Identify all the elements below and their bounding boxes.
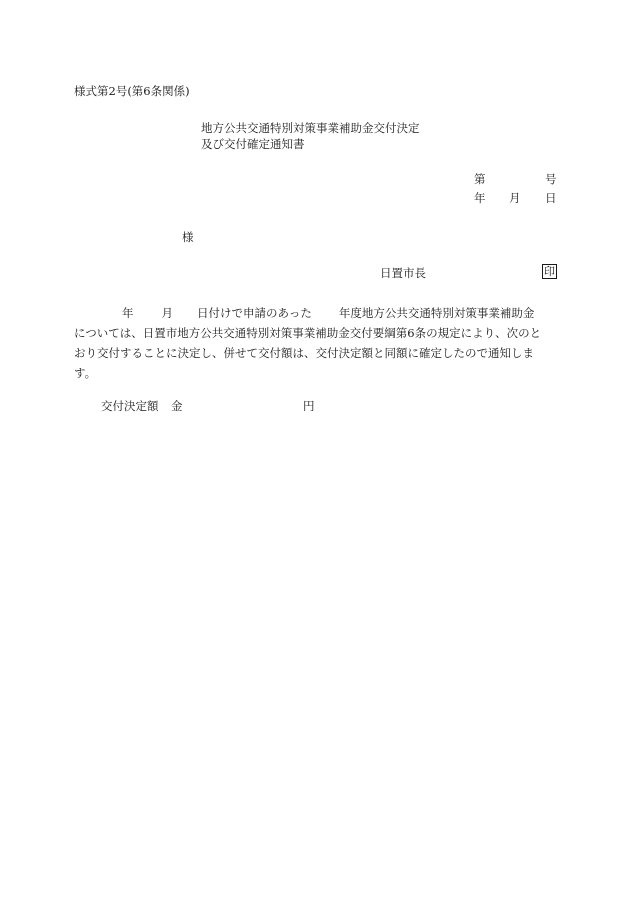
notice-body-line-2: については、日置市地方公共交通特別対策事業補助金交付要綱第6条の規定により、次のと [74, 326, 542, 340]
body-line-1-tail: 日付けで申請のあった [197, 306, 312, 320]
body-line-1-end: 年度地方公共交通特別対策事業補助金 [338, 306, 535, 320]
document-number-suffix: 号 [545, 172, 557, 186]
document-title-line-1: 地方公共交通特別対策事業補助金交付決定 [201, 121, 420, 135]
amount-label: 交付決定額 [101, 399, 159, 413]
date-month-label: 月 [509, 191, 521, 205]
body-month-label: 月 [161, 306, 173, 320]
document-number-prefix: 第 [474, 172, 486, 186]
amount-prefix: 金 [171, 399, 183, 413]
amount-suffix: 円 [303, 399, 315, 413]
issuer-name: 日置市長 [380, 266, 426, 280]
date-year-label: 年 [474, 191, 486, 205]
notice-body-line-4: す。 [74, 366, 97, 380]
notice-body [74, 303, 560, 383]
body-year-label: 年 [122, 306, 134, 320]
addressee-suffix: 様 [182, 230, 194, 244]
date-day-label: 日 [545, 191, 557, 205]
form-number: 様式第2号(第6条関係) [74, 84, 190, 98]
notice-body-line-1 [74, 303, 560, 323]
document-title-line-2: 及び交付確定通知書 [201, 137, 305, 151]
notice-body-line-3: おり交付することに決定し、併せて交付額は、交付決定額と同額に確定したので通知しま [74, 346, 534, 360]
seal-box: 印 [544, 265, 555, 278]
